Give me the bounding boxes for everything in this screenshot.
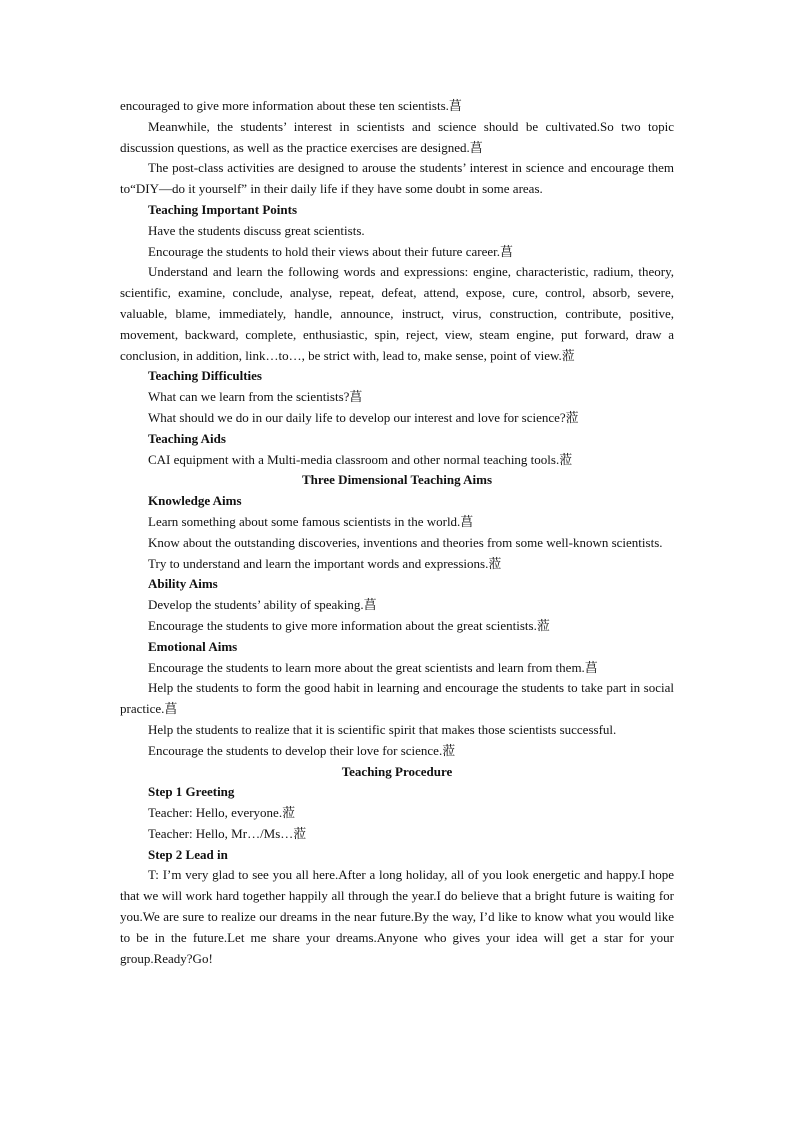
- section-heading: Step 2 Lead in: [148, 846, 228, 862]
- paragraph: Know about the outstanding discoveries, inventions and theories from some well-known scientists.: [148, 534, 663, 550]
- section-heading: Teaching Important Points: [148, 201, 298, 217]
- paragraph: Meanwhile, the students’ interest in scientists and science should be cultivated.So two topic discussion questions, as well as the practice exercises are designed.菖: [120, 118, 674, 155]
- paragraph: Encourage the students to give more information about the great scientists.蒞: [148, 617, 550, 633]
- paragraph: Develop the students’ ability of speaking.菖: [148, 597, 377, 613]
- paragraph: Understand and learn the following words and expressions: engine, characteristic, radium, theory, scientific, examine, conclude, analyse, repeat, defeat, attend, expose, cure, control, absorb, severe, valuable, blame, immediately, handle, announce, instruct, virus, construction, contribute, positive, movement, backward, complete, enthusiastic, spin, reject, view, steam engine, put forward, draw a conclusion, in addition, link…to…, be strict with, lead to, make sense, point of view.蒞: [120, 264, 674, 363]
- paragraph: Help the students to form the good habit in learning and encourage the students to take part in social practice.菖: [120, 680, 674, 717]
- paragraph: What can we learn from the scientists?菖: [148, 389, 363, 405]
- section-heading: Step 1 Greeting: [148, 784, 235, 800]
- paragraph: CAI equipment with a Multi-media classroom and other normal teaching tools.蒞: [148, 451, 573, 467]
- section-heading: Ability Aims: [148, 576, 218, 592]
- centered-title: Three Dimensional Teaching Aims: [301, 472, 493, 488]
- paragraph: Try to understand and learn the important words and expressions.蒞: [148, 555, 502, 571]
- paragraph: encouraged to give more information about these ten scientists.菖: [120, 98, 462, 113]
- paragraph: What should we do in our daily life to develop our interest and love for science?蒞: [148, 409, 579, 425]
- centered-title: Teaching Procedure: [341, 763, 453, 779]
- paragraph: Encourage the students to learn more about the great scientists and learn from them.菖: [148, 659, 598, 675]
- section-heading: Teaching Aids: [148, 430, 226, 446]
- paragraph: The post-class activities are designed to arouse the students’ interest in science and encourage them to“DIY—do it yourself” in their daily life if they have some doubt in some areas.: [120, 160, 674, 197]
- section-heading: Emotional Aims: [148, 638, 238, 654]
- paragraph: Help the students to realize that it is scientific spirit that makes those scientists successful.: [148, 721, 617, 737]
- section-heading: Knowledge Aims: [148, 493, 242, 509]
- paragraph: Encourage the students to develop their love for science.蒞: [148, 742, 456, 758]
- paragraph: Encourage the students to hold their views about their future career.菖: [148, 243, 513, 259]
- paragraph: Have the students discuss great scientists.: [148, 222, 365, 238]
- paragraph: T: I’m very glad to see you all here.After a long holiday, all of you look energetic and happy.I hope that we will work hard together happily all through the year.I do believe that a bright future is waiting for you.We are sure to realize our dreams in the near future.By the way, I’d like to know what you would like to be in the future.Let me share your dreams.Anyone who gives your idea will get a star for your group.Ready?Go!: [120, 867, 674, 966]
- paragraph: Teacher: Hello, everyone.蒞: [148, 805, 296, 821]
- paragraph: Teacher: Hello, Mr…/Ms…蒞: [148, 825, 307, 841]
- paragraph: Learn something about some famous scientists in the world.菖: [148, 513, 474, 529]
- section-heading: Teaching Difficulties: [148, 368, 262, 384]
